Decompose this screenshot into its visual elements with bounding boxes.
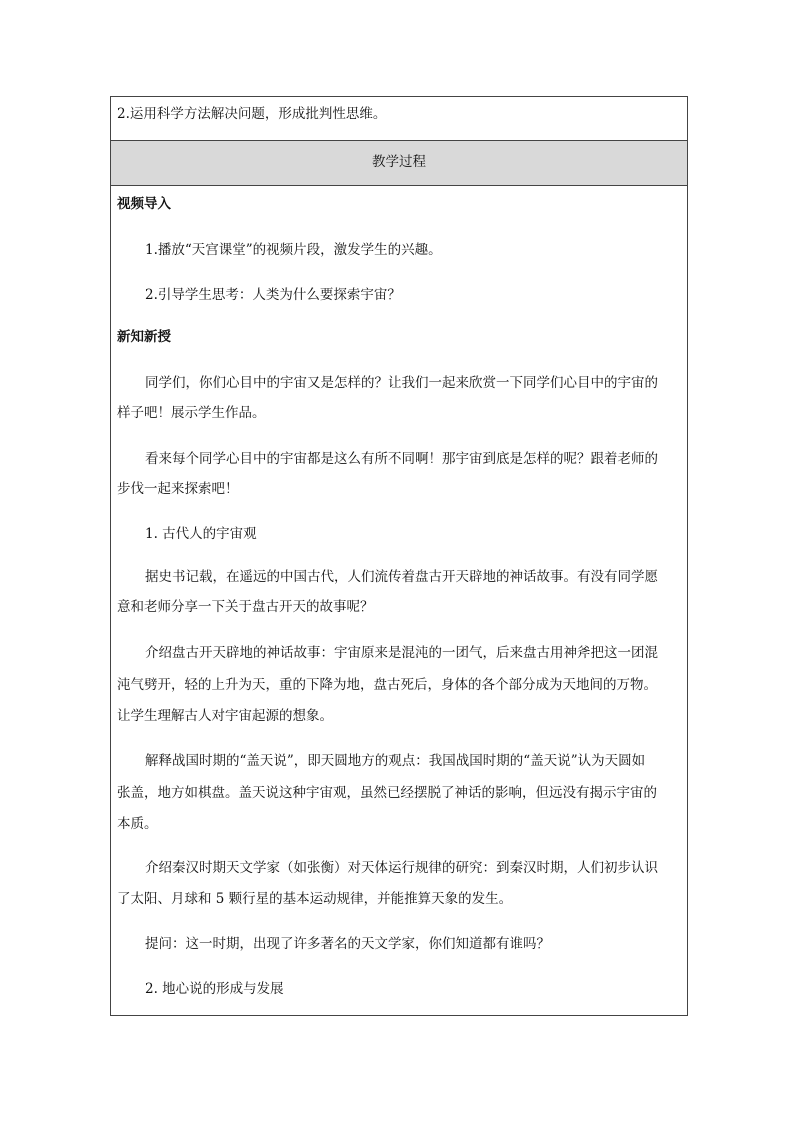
para-6-line-2: 了太阳、月球和 5 颗行星的基本运动规律，并能推算天象的发生。 bbox=[117, 891, 513, 907]
objective-row bbox=[111, 97, 687, 141]
heading-video-intro: 视频导入 bbox=[117, 196, 171, 212]
para-2-line-2: 步伐一起来探索吧！ bbox=[117, 481, 239, 497]
video-step-1: 1.播放“天宫课堂”的视频片段，激发学生的兴趣。 bbox=[145, 242, 442, 258]
lesson-plan-table bbox=[110, 96, 688, 1016]
para-6-line-1: 介绍秦汉时期天文学家（如张衡）对天体运行规律的研究：到秦汉时期，人们初步认识 bbox=[145, 860, 658, 876]
section-header-row bbox=[111, 141, 687, 186]
para-3-line-2: 意和老师分享一下关于盘古开天的故事呢？ bbox=[117, 599, 374, 615]
para-5-line-2: 张盖，地方如棋盘。盖天说这种宇宙观，虽然已经摆脱了神话的影响，但远没有揭示宇宙的 bbox=[117, 785, 657, 801]
para-2-line-1: 看来每个同学心目中的宇宙都是这么有所不同啊！那宇宙到底是怎样的呢？跟着老师的 bbox=[145, 451, 658, 467]
para-5-line-1: 解释战国时期的“盖天说”，即天圆地方的观点：我国战国时期的“盖天说”认为天圆如 bbox=[145, 753, 646, 769]
para-4-line-3: 让学生理解古人对宇宙起源的想象。 bbox=[117, 708, 333, 724]
para-3-line-1: 据史书记载，在遥远的中国古代，人们流传着盘古开天辟地的神话故事。有没有同学愿 bbox=[145, 569, 658, 585]
heading-new-knowledge: 新知新授 bbox=[117, 329, 171, 345]
section-header-title: 教学过程 bbox=[372, 154, 426, 170]
video-step-2: 2.引导学生思考：人类为什么要探索宇宙？ bbox=[145, 287, 401, 303]
para-1-line-2: 样子吧！展示学生作品。 bbox=[117, 405, 266, 421]
para-1-line-1: 同学们，你们心目中的宇宙又是怎样的？让我们一起来欣赏一下同学们心目中的宇宙的 bbox=[145, 375, 658, 391]
item-1-ancient-cosmology: 1. 古代人的宇宙观 bbox=[145, 526, 257, 542]
para-4-line-1: 介绍盘古开天辟地的神话故事：宇宙原来是混沌的一团气，后来盘古用神斧把这一团混 bbox=[145, 645, 658, 661]
para-4-line-2: 沌气劈开，轻的上升为天，重的下降为地，盘古死后，身体的各个部分成为天地间的万物。 bbox=[117, 677, 657, 693]
objective-text: 2.运用科学方法解决问题，形成批判性思维。 bbox=[117, 106, 387, 122]
item-2-geocentric: 2. 地心说的形成与发展 bbox=[145, 981, 284, 997]
para-7-line-1: 提问：这一时期，出现了许多著名的天文学家，你们知道都有谁吗？ bbox=[145, 936, 550, 952]
para-5-line-3: 本质。 bbox=[117, 816, 158, 832]
